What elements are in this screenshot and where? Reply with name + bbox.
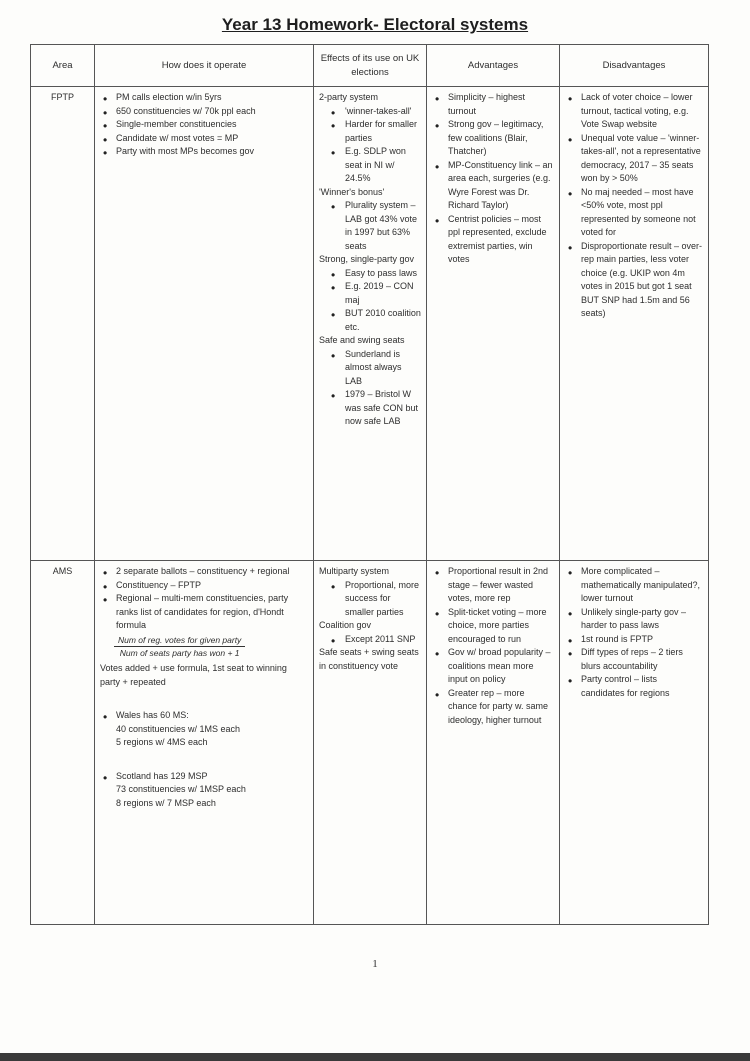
list-item: • Party with most MPs becomes gov: [100, 145, 308, 159]
page-title: Year 13 Homework- Electoral systems: [221, 15, 529, 34]
homework-table: [30, 44, 709, 925]
dhondt-formula: [114, 634, 245, 661]
list-item: • Candidate w/ most votes = MP: [100, 132, 308, 146]
formula-numerator: Num of reg. votes for given party: [114, 634, 245, 648]
list-item: • Split-ticket voting – more choice, more parties encouraged to run: [432, 606, 554, 647]
list-item: • Centrist policies – most ppl represented, exclude extremist parties, win votes: [432, 213, 554, 267]
list-item: • Easy to pass laws: [319, 267, 421, 281]
row-ams: [31, 561, 709, 925]
list-item: • Greater rep – more chance for party w. same ideology, higher turnout: [432, 687, 554, 728]
list-item: • Regional – multi-mem constituencies, party ranks list of candidates for region, d'Hondt formula: [100, 592, 308, 633]
scotland-line: • Scotland has 129 MSP: [116, 770, 208, 781]
col-header-operate: How does it operate: [95, 45, 314, 87]
page-number: 1: [372, 958, 378, 970]
scan-bottom-edge: [0, 1053, 750, 1061]
effect-heading: Multiparty system: [319, 566, 390, 576]
header-row: [31, 45, 709, 87]
scotland-line: 73 constituencies w/ 1MSP each: [116, 784, 246, 794]
effect-heading: 'Winner's bonus': [319, 186, 385, 197]
effect-heading: Safe seats + swing seats in constituency vote: [319, 647, 419, 671]
list-item: • 1st round is FPTP: [565, 633, 703, 647]
effect-heading: Strong, single-party gov: [319, 254, 415, 264]
list-item: [100, 770, 308, 811]
list-item: • Proportional, more success for smaller parties: [319, 579, 421, 620]
list-item: • Except 2011 SNP: [319, 633, 421, 647]
list-item: • E.g. 2019 – CON maj: [319, 280, 421, 307]
row-fptp: [31, 87, 709, 561]
list-item: • BUT 2010 coalition etc.: [319, 307, 421, 334]
list-item: • 1979 – Bristol W was safe CON but now safe LAB: [319, 388, 421, 429]
ams-disadvantages-cell: [560, 561, 709, 925]
list-item: • Sunderland is almost always LAB: [319, 348, 421, 389]
list-item: • Unlikely single-party gov – harder to pass laws: [565, 606, 703, 633]
list-item: • Party control – lists candidates for regions: [565, 673, 703, 700]
ams-effects-cell: [314, 561, 427, 925]
list-item: • Simplicity – highest turnout: [432, 91, 554, 118]
fptp-disadvantages-cell: [560, 87, 709, 561]
wales-line: 5 regions w/ 4MS each: [116, 737, 208, 747]
effect-heading: Safe and swing seats: [319, 335, 405, 345]
ams-advantages-cell: [427, 561, 560, 925]
list-item: • Strong gov – legitimacy, few coalitions (Blair, Thatcher): [432, 118, 554, 159]
list-item: • More complicated – mathematically manipulated?, lower turnout: [565, 565, 703, 606]
ams-operate-cell: [95, 561, 314, 925]
list-item: • MP-Constituency link – an area each, surgeries (e.g. Wyre Forest was Dr. Richard Taylor): [432, 159, 554, 213]
list-item: • Harder for smaller parties: [319, 118, 421, 145]
list-item: • 'winner-takes-all': [319, 105, 421, 119]
area-label-fptp: FPTP: [31, 87, 95, 561]
list-item: • 2 separate ballots – constituency + regional: [100, 565, 308, 579]
list-item: • Constituency – FPTP: [100, 579, 308, 593]
wales-line: • Wales has 60 MS:: [116, 710, 189, 720]
fptp-effects-cell: [314, 87, 427, 561]
list-item: • PM calls election w/in 5yrs: [100, 91, 308, 105]
area-label-ams: AMS: [31, 561, 95, 925]
list-item: • E.g. SDLP won seat in NI w/ 24.5%: [319, 145, 421, 186]
col-header-effects: Effects of its use on UK elections: [314, 45, 427, 87]
formula-note: Votes added + use formula, 1st seat to winning party + repeated: [100, 663, 287, 687]
wales-line: 40 constituencies w/ 1MS each: [116, 723, 241, 734]
effect-heading: Coalition gov: [319, 620, 372, 630]
list-item: • Diff types of reps – 2 tiers blurs accountability: [565, 646, 703, 673]
list-item: • Single-member constituencies: [100, 118, 308, 132]
col-header-disadvantages: Disadvantages: [560, 45, 709, 87]
effect-heading: 2-party system: [319, 92, 379, 102]
list-item: • Proportional result in 2nd stage – fewer wasted votes, more rep: [432, 565, 554, 606]
list-item: [100, 709, 308, 750]
list-item: • Gov w/ broad popularity – coalitions mean more input on policy: [432, 646, 554, 687]
list-item: • Unequal vote value – 'winner-takes-all', not a representative democracy, 2017 – 35 seats won by > 50%: [565, 132, 703, 186]
list-item: • 650 constituencies w/ 70k ppl each: [100, 105, 308, 119]
list-item: • No maj needed – most have <50% vote, most ppl represented by someone not voted for: [565, 186, 703, 240]
scotland-line: 8 regions w/ 7 MSP each: [116, 797, 216, 808]
list-item: • Disproportionate result – over-rep main parties, less voter choice (e.g. UKIP won 4m votes in 2015 but got 1 seat BUT SNP had 1.5m and 56 seats): [565, 240, 703, 321]
formula-denominator: Num of seats party has won + 1: [119, 648, 240, 659]
list-item: • Lack of voter choice – lower turnout, tactical voting, e.g. Vote Swap website: [565, 91, 703, 132]
fptp-advantages-cell: [427, 87, 560, 561]
col-header-advantages: Advantages: [427, 45, 560, 87]
fptp-operate-cell: [95, 87, 314, 561]
col-header-area: Area: [31, 45, 95, 87]
list-item: • Plurality system – LAB got 43% vote in 1997 but 63% seats: [319, 199, 421, 253]
